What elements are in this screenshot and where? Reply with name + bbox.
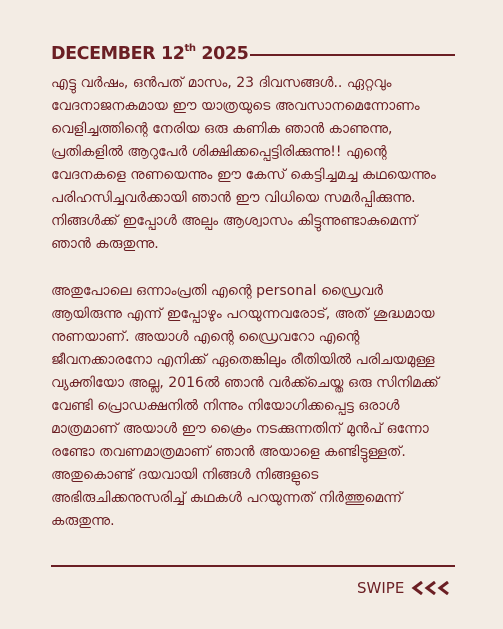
triple-chevron-left-icon bbox=[411, 581, 451, 595]
date-month-day: DECEMBER 12 bbox=[51, 44, 185, 64]
footer-divider bbox=[51, 565, 455, 567]
header bbox=[51, 42, 455, 66]
swipe-button[interactable] bbox=[357, 578, 451, 598]
date-year: 2025 bbox=[195, 44, 249, 64]
paragraph-1: എട്ടു വർഷം, ഒൻപത് മാസം, 23 ദിവസങ്ങൾ.. ഏറ്റവും വേദനാജനകമായ ഈ യാത്രയുടെ അവസാനമെന്നോണം വെളിച്ചത്തിന്റെ നേരിയ ഒരു കണിക ഞാൻ കാണുന്നു, പ്രതികളിൽ ആറുപേർ ശിക്ഷിക്കപ്പെട്ടിരിക്കുന്നു!! എന്റെ വേദനകളെ നുണയെന്നും ഈ കേസ് കെട്ടിച്ചമച്ച കഥയെന്നും പരിഹസിച്ചവർക്കായി ഞാൻ ഈ വിധിയെ സമർപ്പിക്കുന്നു. നിങ്ങൾക്ക് ഇപ്പോൾ അല്പം ആശ്വാസം കിട്ടുന്നുണ്ടാകുമെന്ന് ഞാൻ കരുതുന്നു. bbox=[51, 75, 436, 252]
swipe-label: SWIPE bbox=[357, 579, 405, 597]
date-ordinal: th bbox=[184, 43, 196, 54]
paragraph-2: അതുപോലെ ഒന്നാംപ്രതി എന്റെ personal ഡ്രൈവർ ആയിരുന്നു എന്ന് ഇപ്പോഴും പറയുന്നവരോട്, അത് ശുദ്ധമായ നുണയാണ്. അയാൾ എന്റെ ഡ്രൈവറോ എന്റെ ജീവനക്കാരനോ എനിക്ക് ഏതെങ്കിലും രീതിയിൽ പരിചയമുള്ള വ്യക്തിയോ അല്ല, 2016ൽ ഞാൻ വർക്ക്ചെയ്ത ഒരു സിനിമക്ക് വേണ്ടി പ്രൊഡക്ഷനിൽ നിന്നും നിയോഗിക്കപ്പെട്ട ഒരാൾ മാത്രമാണ് അയാൾ ഈ ക്രൈം നടക്കുന്നതിന് മുൻപ് ഒന്നോ രണ്ടോ തവണമാത്രമാണ് ഞാൻ അയാളെ കണ്ടിട്ടുള്ളത്. അതുകൊണ്ട് ദയവായി നിങ്ങൾ നിങ്ങളുടെ അഭിരുചിക്കനുസരിച്ച് കഥകൾ പറയുന്നത് നിർത്തുമെന്ന് കരുതുന്നു. bbox=[51, 283, 439, 529]
date-heading bbox=[51, 42, 248, 66]
statement-body bbox=[51, 72, 456, 533]
header-divider bbox=[250, 54, 455, 56]
